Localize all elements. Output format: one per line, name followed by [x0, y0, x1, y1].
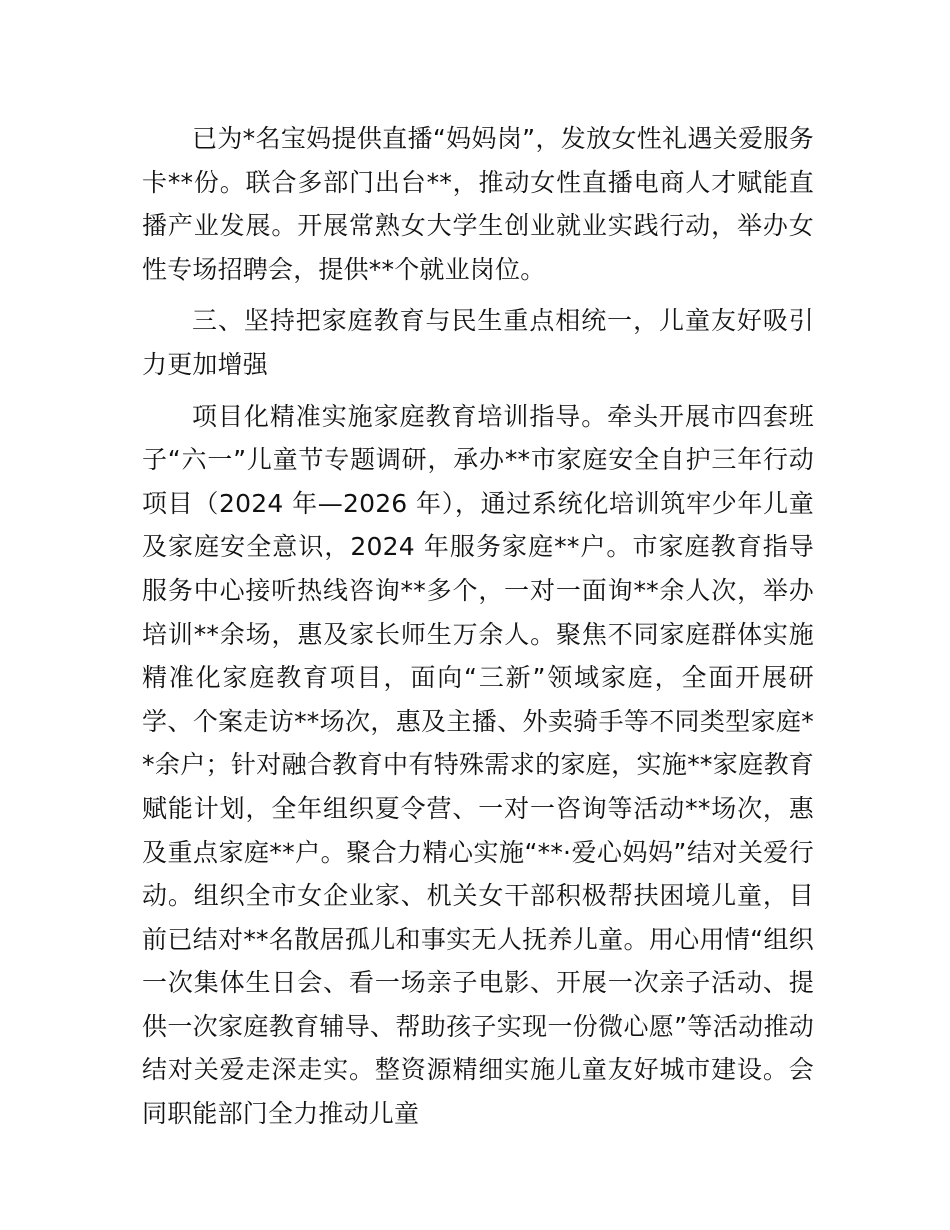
document-page [142, 117, 814, 1136]
section-heading-3: 三、坚持把家庭教育与民生重点相统一，儿童友好吸引力更加增强 [142, 306, 814, 379]
paragraph-employment: 已为*名宝妈提供直播“妈妈岗”，发放女性礼遇关爱服务卡**份。联合多部门出台**，推动女性直播电商人才赋能直播产业发展。开展常熟女大学生创业就业实践行动，举办女性专场招聘会，提供**个就业岗位。 [142, 124, 814, 284]
paragraph-family-education: 项目化精准实施家庭教育培训指导。牵头开展市四套班子“六一”儿童节专题调研，承办**市家庭安全自护三年行动项目（2024 年—2026 年），通过系统化培训筑牢少年儿童及家庭安全意识，2024 年服务家庭**户。市家庭教育指导服务中心接听热线咨询**多个，一对一面询**余人次，举办培训**余场，惠及家长师生万余人。聚焦不同家庭群体实施精准化家庭教育项目，面向“三新”领域家庭，全面开展研学、个案走访**场次，惠及主播、外卖骑手等不同类型家庭**余户；针对融合教育中有特殊需求的家庭，实施**家庭教育赋能计划，全年组织夏令营、一对一咨询等活动**场次，惠及重点家庭**户。聚合力精心实施“**·爱心妈妈”结对关爱行动。组织全市女企业家、机关女干部积极帮扶困境儿童，目前已结对**名散居孤儿和事实无人抚养儿童。用心用情“组织一次集体生日会、看一场亲子电影、开展一次亲子活动、提供一次家庭教育辅导、帮助孩子实现一份微心愿”等活动推动结对关爱走深走实。整资源精细实施儿童友好城市建设。会同职能部门全力推动儿童 [142, 401, 814, 1129]
